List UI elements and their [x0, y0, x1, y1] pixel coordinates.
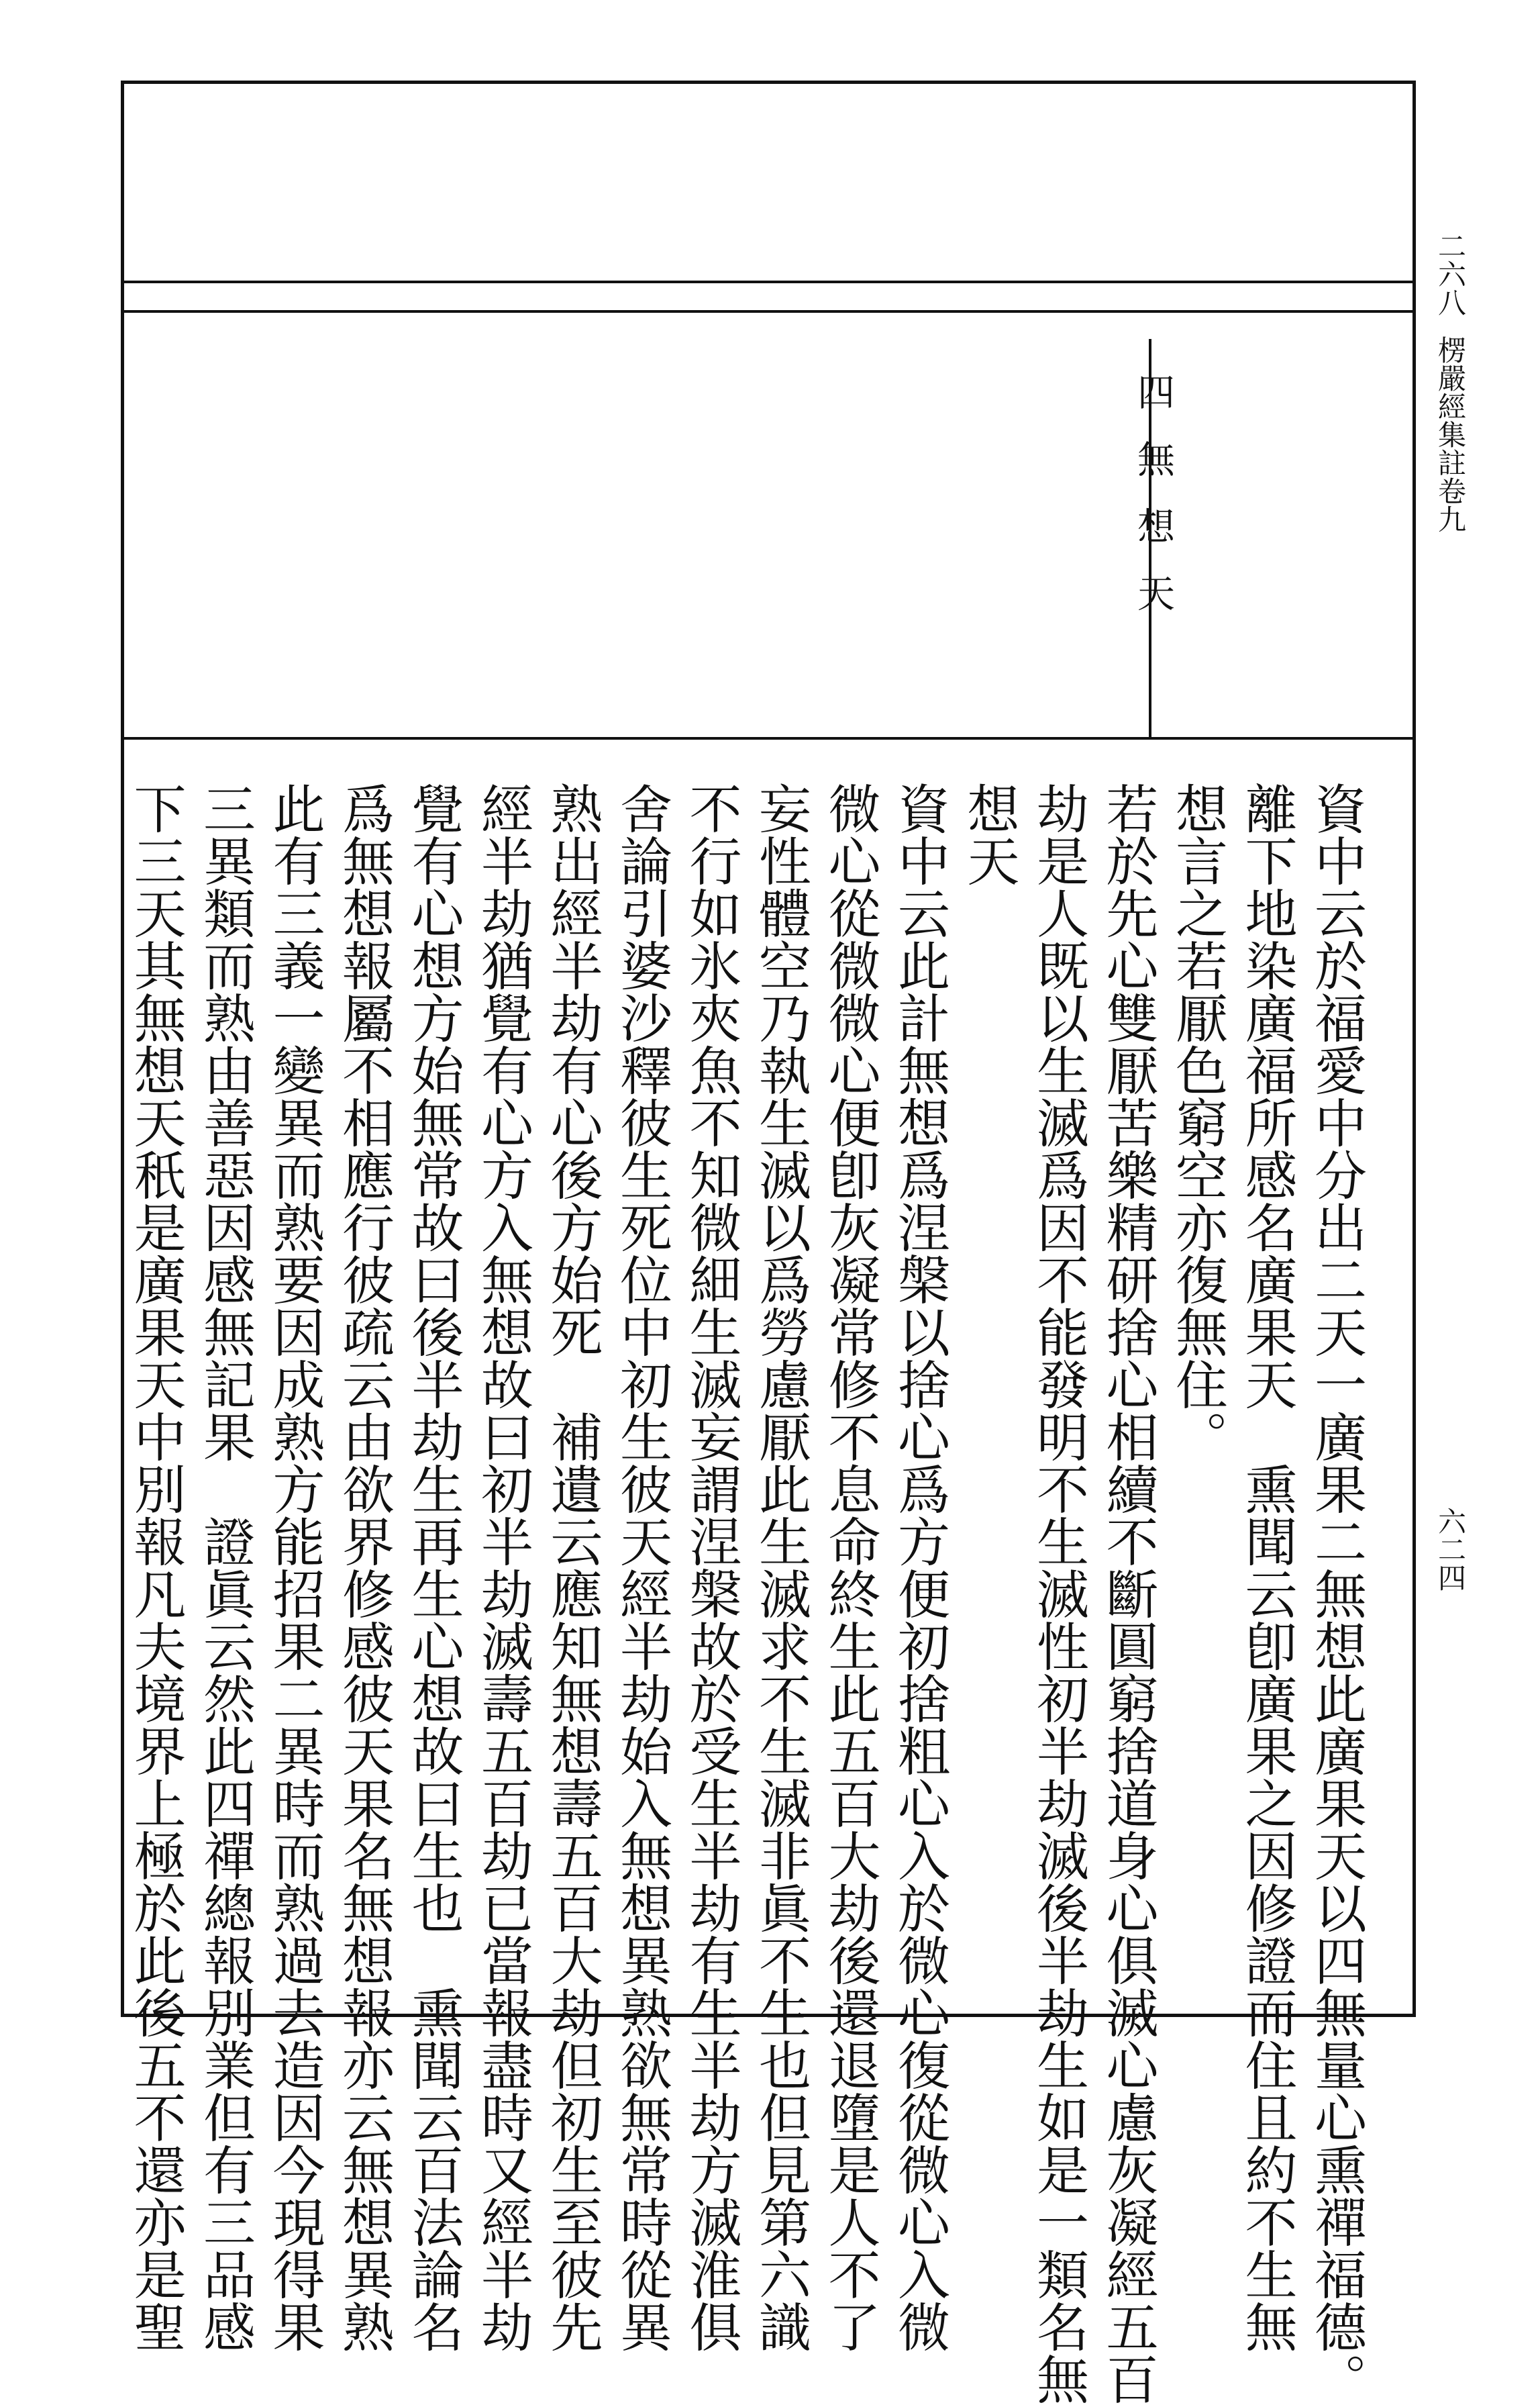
heading-char: 天	[1131, 574, 1175, 611]
text-column: 下三天其無想天秖是廣果天中別報凡夫境界上極於此後五不還亦是聖	[125, 782, 186, 2353]
text-column: 想言之若厭色窮空亦復無住。	[1167, 782, 1227, 1463]
text-column: 爲無想報屬不相應行彼疏云由欲界修感彼天果名無想報亦云無想異熟	[333, 782, 394, 2353]
text-column: 離下地染廣福所感名廣果天 熏聞云卽廣果之因修證而住且約不生無	[1236, 782, 1297, 2353]
header-rule-bottom	[121, 310, 1416, 313]
heading-rule	[121, 737, 1416, 740]
text-column: 資中云此計無想爲涅槃以捨心爲方便初捨粗心入於微心復從微心入微	[889, 782, 949, 2353]
text-column: 想天	[958, 782, 1019, 887]
text-column: 舍論引婆沙釋彼生死位中初生彼天經半劫始入無想異熟欲無常時從異	[611, 782, 672, 2353]
text-column: 三異類而熟由善惡因感無記果 證眞云然此四禪總報別業但有三品感	[195, 782, 255, 2353]
page-number: 六二四	[1434, 1507, 1467, 1591]
heading-char: 無	[1131, 440, 1175, 477]
volume-number: 二六八	[1434, 232, 1467, 316]
heading-char: 想	[1131, 507, 1175, 544]
text-column: 劫是人既以生滅爲因不能發明不生滅性初半劫滅後半劫生如是一類名無	[1028, 782, 1088, 2405]
text-column: 不行如氷夾魚不知微細生滅妄謂涅槃故於受生半劫有生半劫方滅淮俱	[680, 782, 741, 2353]
text-column: 微心從微微心便卽灰凝常修不息命終生此五百大劫後還退墮是人不了	[819, 782, 880, 2353]
heading-char: 四	[1131, 373, 1175, 410]
text-column: 覺有心想方始無常故曰後半劫生再生心想故曰生也 熏聞云百法論名	[403, 782, 464, 2353]
text-column: 經半劫猶覺有心方入無想故曰初半劫滅壽五百劫已當報盡時又經半劫	[472, 782, 533, 2353]
text-column: 熟出經半劫有心後方始死 補遺云應知無想壽五百大劫但初生至彼先	[542, 782, 603, 2353]
text-column: 資中云於福愛中分出二天一廣果二無想此廣果天以四無量心熏禪福德。	[1306, 782, 1366, 2405]
text-column: 此有三義一變異而熟要因成熟方能招果二異時而熟過去造因今現得果	[264, 782, 325, 2353]
header-rule-top	[121, 281, 1416, 283]
text-column: 若於先心雙厭苦樂精研捨心相續不斷圓窮捨道身心俱滅心慮灰凝經五百	[1097, 782, 1158, 2405]
book-title: 楞嚴經集註卷九	[1434, 336, 1467, 533]
text-column: 妄性體空乃執生滅以爲勞慮厭此生滅求不生滅非眞不生也但見第六識	[750, 782, 811, 2353]
